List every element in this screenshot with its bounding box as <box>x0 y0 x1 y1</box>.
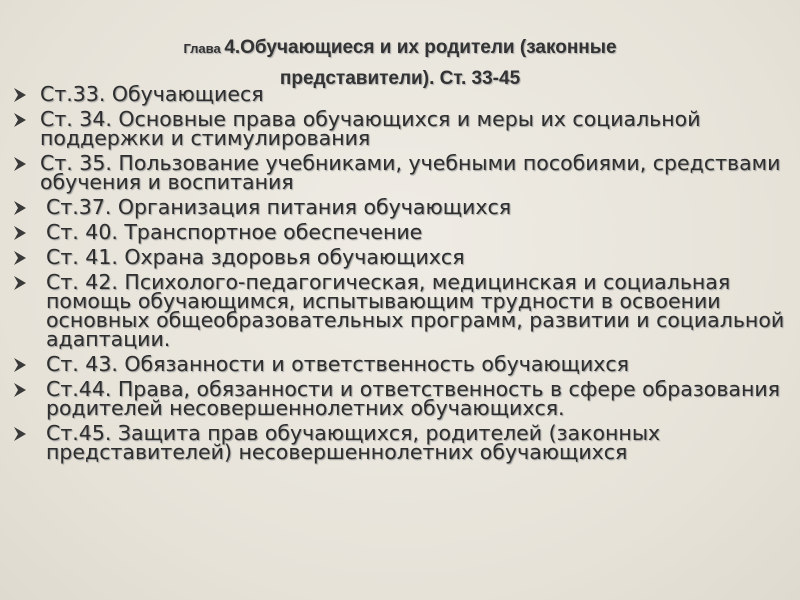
list-item-text: Ст.45. Защита прав обучающихся, родителей (законных представителей) несовершеннолетних обучающихся <box>46 421 661 464</box>
arrow-bullet-icon <box>12 426 28 442</box>
list-item <box>12 151 787 194</box>
list-item <box>12 195 787 219</box>
arrow-bullet-icon <box>12 87 28 103</box>
arrow-bullet-icon <box>12 112 28 128</box>
arrow-bullet-icon <box>12 156 28 172</box>
list-item <box>12 421 787 464</box>
list-item-text: Ст.33. Обучающиеся <box>40 82 264 106</box>
article-list <box>12 82 787 468</box>
arrow-bullet-icon <box>12 225 28 241</box>
arrow-bullet-icon <box>12 382 28 398</box>
list-item <box>12 377 787 420</box>
list-item-text: Ст.44. Права, обязанности и ответственность в сфере образования родителей несовершеннолетних обучающихся. <box>46 377 781 420</box>
list-item <box>12 245 787 269</box>
list-item <box>12 220 787 244</box>
list-item-text: Ст. 40. Транспортное обеспечение <box>46 220 423 244</box>
list-item <box>12 107 787 150</box>
list-item-text: Ст. 43. Обязанности и ответственность обучающихся <box>46 352 630 376</box>
arrow-bullet-icon <box>12 275 28 291</box>
arrow-bullet-icon <box>12 357 28 373</box>
list-item-text: Ст. 35. Пользование учебниками, учебными пособиями, средствами обучения и воспитания <box>40 151 781 194</box>
title-main: 4.Обучающиеся и их родители (законные представители). Ст. 33-45 <box>224 37 617 89</box>
list-item-text: Ст. 34. Основные права обучающихся и меры их социальной поддержки и стимулирования <box>40 107 701 150</box>
list-item <box>12 270 787 351</box>
arrow-bullet-icon <box>12 200 28 216</box>
list-item-text: Ст. 42. Психолого-педагогическая, медицинская и социальная помощь обучающимся, испытывающим трудности в освоении основных общеобразовательных программ, развитии и социальной адаптации. <box>46 270 785 351</box>
title-prefix: Глава <box>183 41 225 56</box>
list-item <box>12 352 787 376</box>
list-item-text: Ст. 41. Охрана здоровья обучающихся <box>46 245 465 269</box>
list-item <box>12 82 787 106</box>
list-item-text: Ст.37. Организация питания обучающихся <box>46 195 512 219</box>
arrow-bullet-icon <box>12 250 28 266</box>
